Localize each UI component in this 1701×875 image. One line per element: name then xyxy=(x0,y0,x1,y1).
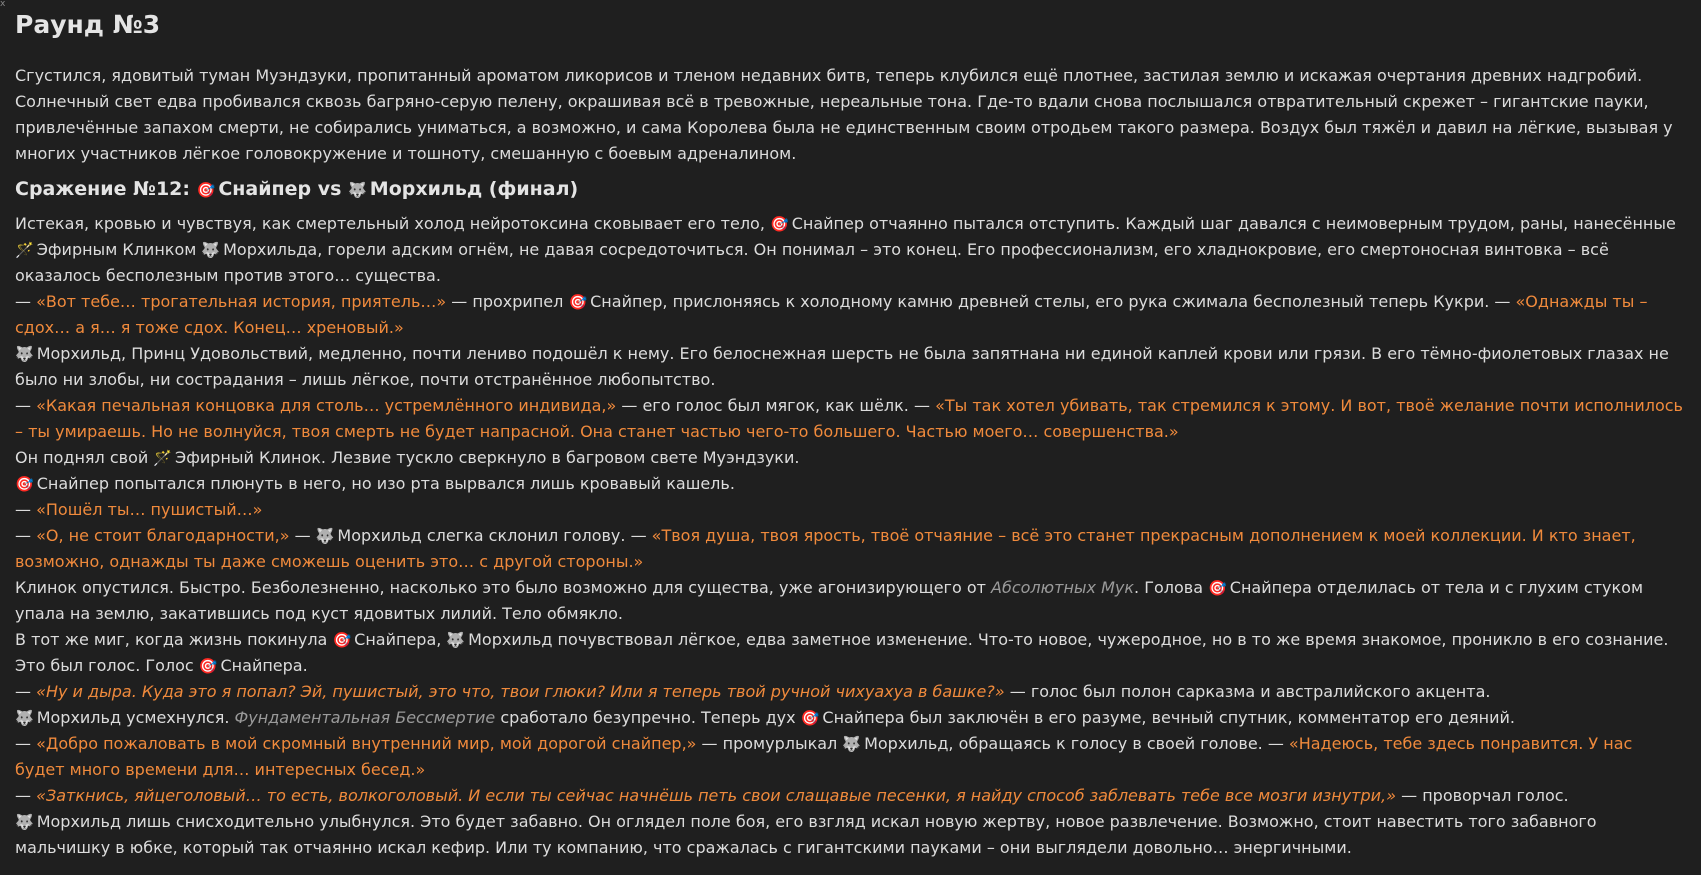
intro-paragraph: Сгустился, ядовитый туман Муэндзуки, пропитанный ароматом ликорисов и тленом недавних битв, теперь клубился ещё плотнее, застилая землю и искажая очертания древних надгробий. Солнечный свет едва пробивался сквозь багряно-серую пелену, окрашивая всё в тревожные, нереальные тона. Где-то вдали снова послышался отвратительный скрежет – гигантские пауки, привлечённые запахом смерти, не собирались униматься, а возможно, и сама Королева была не единственным своим отродьем такого размера. Воздух был тяжёл и давил на лёгкие, вызывая у многих участников лёгкое головокружение и тошноту, смешанную с боевым адреналином. xyxy=(15,66,1673,163)
paragraph-11 xyxy=(15,679,1686,705)
paragraph-6 xyxy=(15,471,1686,497)
dash: — xyxy=(15,786,31,805)
paragraph-4 xyxy=(15,393,1686,445)
corner-mark: x xyxy=(0,0,6,9)
target-icon: 🎯 xyxy=(568,293,588,311)
wolf-icon: 🐺 xyxy=(315,527,335,545)
text-span: Морхильда, горели адским огнём, не давая сосредоточиться. Он понимал – это конец. Его профессионализм, его хладнокровие, его смертоносная винтовка – всё оказалось бесполезным против этого… существа. xyxy=(15,240,1609,285)
wolf-icon: 🐺 xyxy=(348,181,367,199)
paragraph-9 xyxy=(15,575,1686,627)
text-span: Снайпера, xyxy=(354,630,442,649)
text-span: Снайпера. xyxy=(220,656,308,675)
text-span: В тот же миг, когда жизнь покинула xyxy=(15,630,328,649)
target-icon: 🎯 xyxy=(15,475,34,493)
text-span: Морхильд слегка склонил голову. — xyxy=(337,526,647,545)
target-icon: 🎯 xyxy=(770,215,789,233)
paragraph-2 xyxy=(15,289,1686,341)
wand-icon: 🪄 xyxy=(153,449,173,467)
quote: «Пошёл ты… пушистый…» xyxy=(36,500,263,519)
text-span: Снайпер, прислоняясь к холодному камню древней стелы, его рука сжимала бесполезный теперь Кукри. — xyxy=(590,292,1511,311)
target-icon: 🎯 xyxy=(198,657,218,675)
dash: — xyxy=(15,526,31,545)
muted-term: Абсолютных Мук xyxy=(991,578,1135,597)
target-icon: 🎯 xyxy=(800,709,820,727)
quote: «Заткнись, яйцеголовый… то есть, волкоголовый. И если ты сейчас начнёшь петь свои слащавые песенки, я найду способ заблевать тебе все мозги изнутри,» xyxy=(36,786,1397,805)
fighter1-name: Снайпер xyxy=(218,178,312,200)
dash: — xyxy=(15,500,31,519)
quote: «Надеюсь, тебе здесь понравится. У нас будет много времени для… интересных бесед.» xyxy=(15,734,1633,779)
quote: «Однажды ты – сдох… а я… я тоже сдох. Конец… хреновый.» xyxy=(15,292,1648,337)
target-icon: 🎯 xyxy=(332,631,352,649)
text-span: Снайпер попытался плюнуть в него, но изо рта вырвался лишь кровавый кашель. xyxy=(36,474,735,493)
paragraph-8 xyxy=(15,523,1686,575)
text-span: Морхильд, обращаясь к голосу в своей голове. — xyxy=(864,734,1284,753)
wolf-icon: 🐺 xyxy=(15,709,34,727)
text-span: Клинок опустился. Быстро. Безболезненно, насколько это было возможно для существа, уже агонизирующего от xyxy=(15,578,986,597)
text-span: — прохрипел xyxy=(451,292,564,311)
text-span: Снайпер отчаянно пытался отступить. Каждый шаг давался с неимоверным трудом, раны, нанесённые xyxy=(791,214,1676,233)
quote: «Добро пожаловать в мой скромный внутренний мир, мой дорогой снайпер,» xyxy=(36,734,697,753)
paragraph-10 xyxy=(15,627,1686,679)
paragraph-15 xyxy=(15,809,1686,861)
quote: «Твоя душа, твоя ярость, твоё отчаяние – всё это станет прекрасным дополнением к моей коллекции. И кто знает, возможно, однажды ты даже сможешь оценить это… с другой стороны.» xyxy=(15,526,1636,571)
text-span: Морхильд, Принц Удовольствий, медленно, почти лениво подошёл к нему. Его белоснежная шерсть не была запятнана ни единой каплей крови или грязи. В его тёмно-фиолетовых глазах не было ни злобы, ни сострадания – лишь лёгкое, почти отстранённое любопытство. xyxy=(15,344,1669,389)
paragraph-1 xyxy=(15,211,1686,289)
text-span: — xyxy=(294,526,311,545)
quote: «Вот тебе… трогательная история, приятель…» xyxy=(36,292,447,311)
fighter2-name: Морхильд (финал) xyxy=(369,178,579,200)
text-span: Истекая, кровью и чувствуя, как смертельный холод нейротоксина сковывает его тело, xyxy=(15,214,765,233)
wolf-icon: 🐺 xyxy=(446,631,466,649)
text-span: . Голова xyxy=(1134,578,1203,597)
battle-heading xyxy=(15,174,1686,205)
text-span: Снайпера отделилась от тела и с глухим стуком упала на землю, закатившись под куст ядовитых лилий. Тело обмякло. xyxy=(15,578,1644,623)
muted-term: Фундаментальная Бессмертие xyxy=(234,708,496,727)
paragraph-12 xyxy=(15,705,1686,731)
text-span: Снайпера был заключён в его разуме, вечный спутник, комментатор его деяний. xyxy=(822,708,1516,727)
paragraph-7 xyxy=(15,497,1686,523)
paragraph-3 xyxy=(15,341,1686,393)
wolf-icon: 🐺 xyxy=(842,735,862,753)
dash: — xyxy=(15,396,31,415)
vs-label: vs xyxy=(317,178,342,200)
quote: «Ты так хотел убивать, так стремился к этому. И вот, твоё желание почти исполнилось – ты умираешь. Но не волнуйся, твоя смерть не будет напрасной. Она станет частью чего-то большего. Частью моего… совершенства.» xyxy=(15,396,1683,441)
target-icon: 🎯 xyxy=(196,181,216,199)
battle-label: Сражение №12: xyxy=(15,178,190,200)
paragraph-5 xyxy=(15,445,1686,471)
wolf-icon: 🐺 xyxy=(15,813,34,831)
text-span: — промурлыкал xyxy=(701,734,838,753)
wolf-icon: 🐺 xyxy=(15,345,34,363)
text-span: Морхильд усмехнулся. xyxy=(36,708,230,727)
quote: «Какая печальная концовка для столь… устремлённого индивида,» xyxy=(36,396,617,415)
page-title: Раунд №3 xyxy=(15,10,161,39)
wand-icon: 🪄 xyxy=(15,241,34,259)
text-span: — его голос был мягок, как шёлк. — xyxy=(621,396,930,415)
dash: — xyxy=(15,734,31,753)
dash: — xyxy=(15,292,31,311)
text-span: Морхильд лишь снисходительно улыбнулся. Это будет забавно. Он оглядел поле боя, его взгляд искал новую жертву, новое развлечение. Возможно, стоит навестить того забавного мальчишку в юбке, который так отчаянно искал кефир. Или ту компанию, что сражалась с гигантскими пауками – они выглядели довольно… энергичными. xyxy=(15,812,1597,857)
target-icon: 🎯 xyxy=(1208,579,1227,597)
quote: «О, не стоит благодарности,» xyxy=(36,526,290,545)
quote: «Ну и дыра. Куда это я попал? Эй, пушистый, это что, твои глюки? Или я теперь твой ручной чихуахуа в башке?» xyxy=(36,682,1005,701)
text-span: Он поднял свой xyxy=(15,448,149,467)
text-span: Морхильд почувствовал лёгкое, едва заметное изменение. Что-то новое, чужеродное, но в то же время знакомое, проникло в его сознание. Это был голос. Голос xyxy=(15,630,1669,675)
text-span: сработало безупречно. Теперь дух xyxy=(500,708,796,727)
text-span: Эфирным Клинком xyxy=(36,240,197,259)
text-span: Эфирный Клинок. Лезвие тускло сверкнуло в багровом свете Муэндзуки. xyxy=(175,448,800,467)
paragraph-14 xyxy=(15,783,1686,809)
dash: — xyxy=(15,682,31,701)
text-span: — проворчал голос. xyxy=(1401,786,1569,805)
wolf-icon: 🐺 xyxy=(201,241,221,259)
paragraph-13 xyxy=(15,731,1686,783)
text-span: — голос был полон сарказма и австралийского акцента. xyxy=(1009,682,1491,701)
